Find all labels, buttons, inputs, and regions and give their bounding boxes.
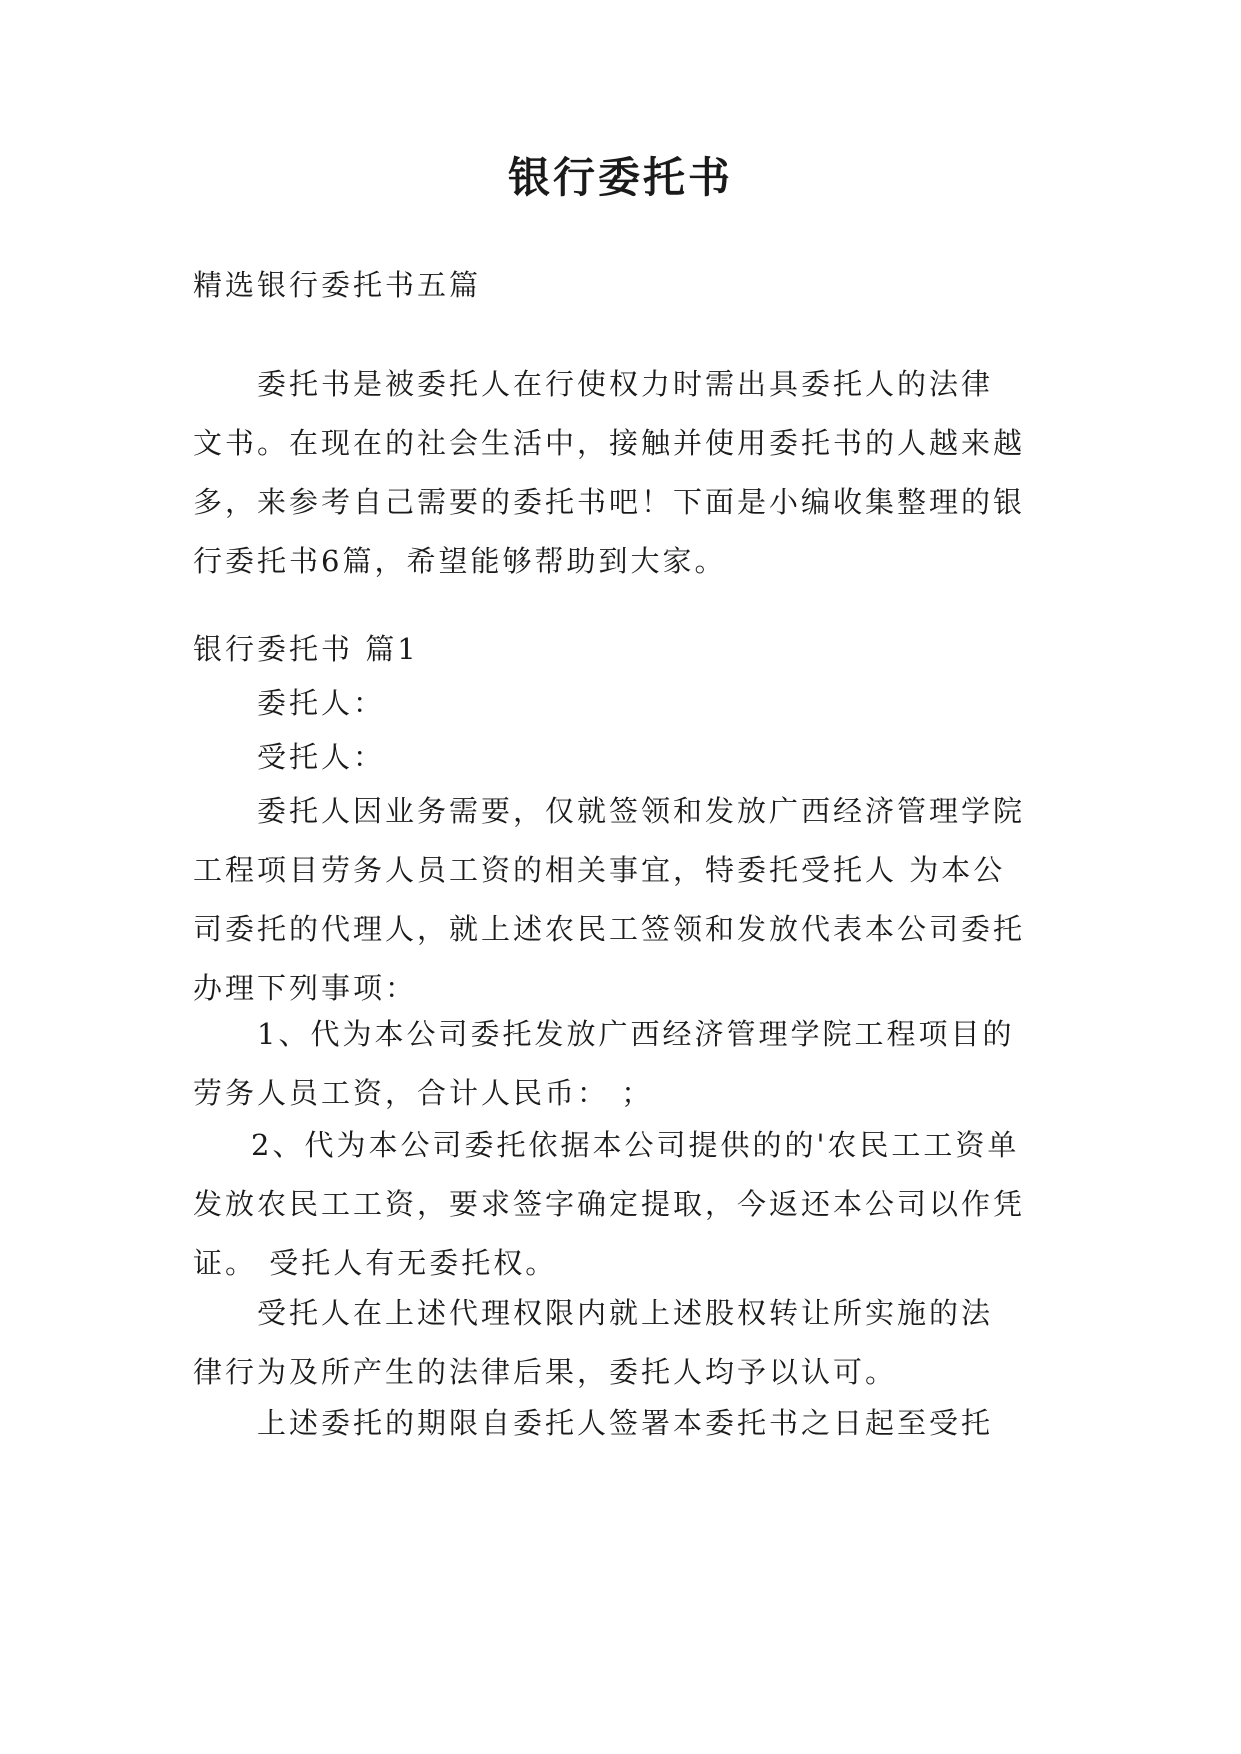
principal-label: 委托人：	[257, 686, 386, 720]
paragraph-line: 多，来参考自己需要的委托书吧！下面是小编收集整理的银	[193, 485, 1026, 519]
subtitle-text: 精选银行委托书五篇	[193, 268, 482, 302]
paragraph-line: 2、代为本公司委托依据本公司提供的的'农民工工资单	[251, 1128, 1020, 1162]
paragraph-line: 劳务人员工资，合计人民币： ；	[193, 1076, 654, 1110]
section-heading-text: 银行委托书 篇1	[193, 632, 419, 666]
paragraph-line: 工程项目劳务人员工资的相关事宜，特委托受托人 为本公	[193, 853, 1006, 887]
term-paragraph	[193, 1394, 1055, 1453]
paragraph-line: 受托人在上述代理权限内就上述股权转让所实施的法	[257, 1296, 994, 1330]
section-heading	[193, 620, 1055, 679]
paragraph-line: 司委托的代理人，就上述农民工签领和发放代表本公司委托	[193, 912, 1026, 946]
agent-label: 受托人：	[257, 740, 386, 774]
paragraph-line: 文书。在现在的社会生活中，接触并使用委托书的人越来越	[193, 426, 1026, 460]
principal-field	[193, 674, 1055, 733]
paragraph-line: 发放农民工工资，要求签字确定提取，今返还本公司以作凭	[193, 1187, 1026, 1221]
paragraph-line: 委托书是被委托人在行使权力时需出具委托人的法律	[257, 367, 994, 401]
intro-paragraph	[193, 355, 1055, 591]
acknowledgement-paragraph	[193, 1284, 1055, 1402]
item-1-paragraph	[193, 1005, 1055, 1123]
paragraph-line: 办理下列事项：	[193, 971, 418, 1005]
paragraph-line: 行委托书6篇，希望能够帮助到大家。	[193, 544, 727, 578]
authorization-paragraph	[193, 782, 1055, 1018]
item-2-paragraph	[193, 1116, 1055, 1293]
paragraph-line: 证。 受托人有无委托权。	[193, 1246, 558, 1280]
paragraph-line: 律行为及所产生的法律后果，委托人均予以认可。	[193, 1355, 898, 1389]
paragraph-line: 1、代为本公司委托发放广西经济管理学院工程项目的	[257, 1017, 1015, 1051]
document-subtitle	[193, 256, 1055, 315]
paragraph-line: 上述委托的期限自委托人签署本委托书之日起至受托	[257, 1406, 994, 1440]
agent-field	[193, 728, 1055, 787]
paragraph-line: 委托人因业务需要，仅就签领和发放广西经济管理学院	[257, 794, 1026, 828]
document-title: 银行委托书	[507, 153, 733, 202]
